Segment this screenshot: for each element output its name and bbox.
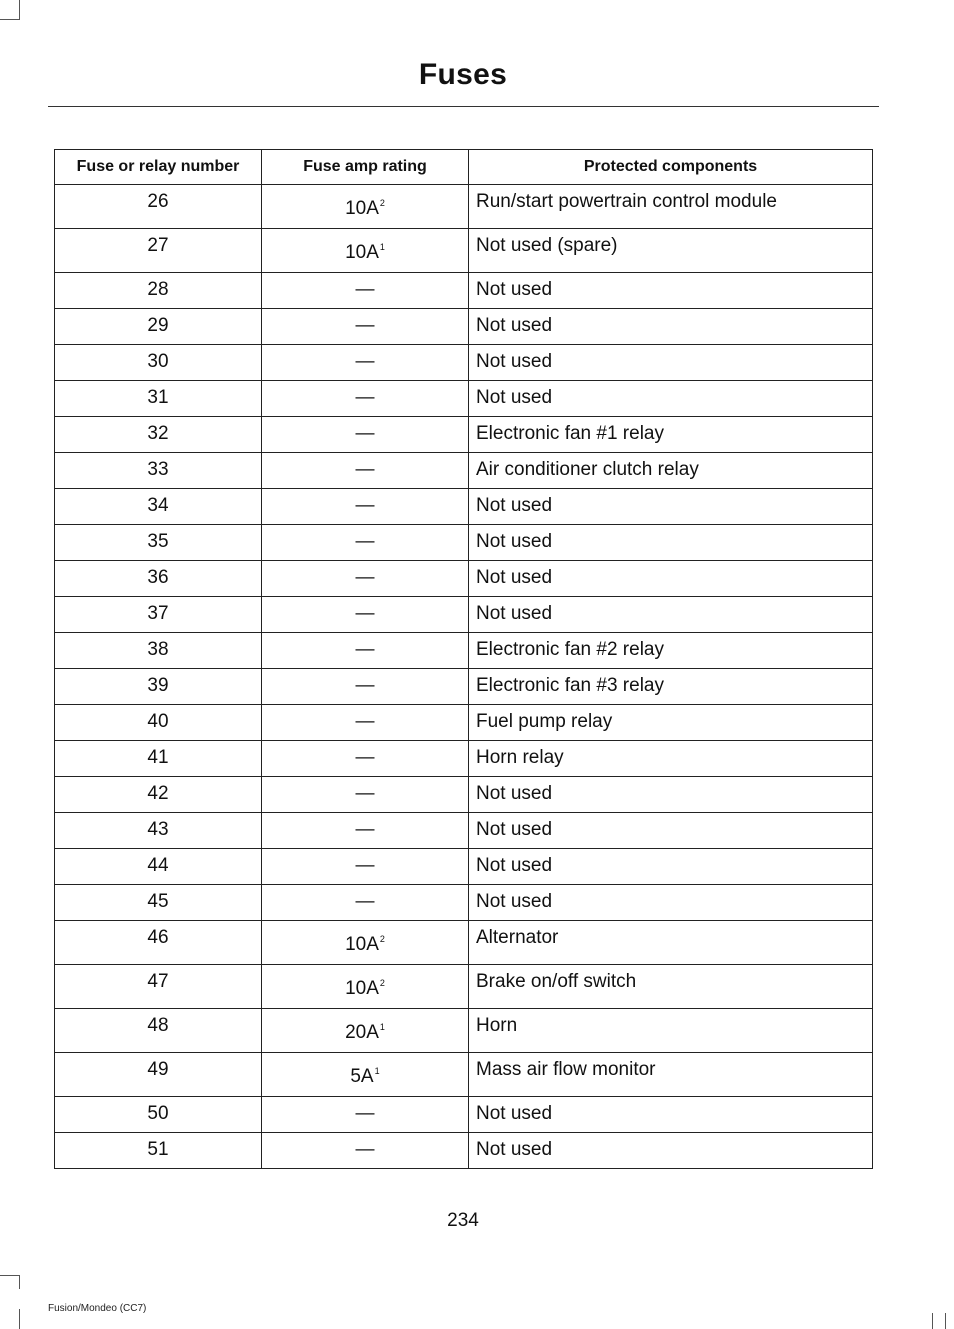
amp-rating-value: — (355, 1139, 375, 1160)
amp-rating-value: — (355, 459, 375, 480)
fuse-number-cell: 33 (55, 453, 262, 489)
fuse-number-cell: 27 (55, 229, 262, 273)
amp-rating-cell (262, 381, 469, 417)
protected-component-cell: Electronic fan #2 relay (469, 633, 873, 669)
amp-rating-cell (262, 345, 469, 381)
protected-component-cell: Not used (469, 345, 873, 381)
protected-component-cell: Not used (469, 597, 873, 633)
fuse-number-cell: 35 (55, 525, 262, 561)
fuse-number-cell: 46 (55, 921, 262, 965)
amp-rating-cell (262, 1009, 469, 1053)
amp-rating-cell (262, 741, 469, 777)
title-divider (48, 106, 879, 107)
protected-component-cell: Not used (469, 1097, 873, 1133)
fuse-number-cell: 42 (55, 777, 262, 813)
amp-rating-value: — (355, 495, 375, 516)
amp-rating-value: 10A (345, 978, 379, 999)
fuse-number-cell: 43 (55, 813, 262, 849)
table-row (55, 561, 873, 597)
fuse-number-cell: 28 (55, 273, 262, 309)
header-protected-components: Protected components (469, 150, 873, 185)
amp-rating-value: — (355, 531, 375, 552)
table-row (55, 813, 873, 849)
amp-rating-value: 20A (345, 1022, 379, 1043)
amp-rating-value: — (355, 675, 375, 696)
amp-rating-cell (262, 309, 469, 345)
amp-rating-value: — (355, 819, 375, 840)
protected-component-cell: Horn relay (469, 741, 873, 777)
protected-component-cell: Not used (469, 273, 873, 309)
amp-rating-value: — (355, 315, 375, 336)
table-row (55, 849, 873, 885)
fuse-number-cell: 49 (55, 1053, 262, 1097)
amp-rating-cell (262, 273, 469, 309)
fuse-number-cell: 32 (55, 417, 262, 453)
footnote-marker: 2 (379, 934, 385, 944)
footnote-marker: 1 (379, 242, 385, 252)
table-row (55, 381, 873, 417)
protected-component-cell: Not used (469, 849, 873, 885)
protected-component-cell: Brake on/off switch (469, 965, 873, 1009)
amp-rating-cell (262, 489, 469, 525)
table-row (55, 229, 873, 273)
amp-rating-cell (262, 705, 469, 741)
footnote-marker: 1 (379, 1022, 385, 1032)
protected-component-cell: Not used (spare) (469, 229, 873, 273)
protected-component-cell: Electronic fan #3 relay (469, 669, 873, 705)
crop-mark-bottom-left-h (0, 1275, 20, 1276)
table-row (55, 185, 873, 229)
footer-model: Fusion/Mondeo (CC7) (48, 1303, 147, 1314)
fuse-number-cell: 37 (55, 597, 262, 633)
amp-rating-cell (262, 813, 469, 849)
protected-component-cell: Not used (469, 885, 873, 921)
page-number: 234 (447, 1210, 479, 1231)
page-title: Fuses (418, 58, 508, 91)
crop-mark-bottom-left-v (19, 1309, 20, 1329)
footnote-marker: 1 (374, 1066, 380, 1076)
amp-rating-value: — (355, 639, 375, 660)
footnote-marker: 2 (379, 198, 385, 208)
amp-rating-value: — (355, 1103, 375, 1124)
amp-rating-value: — (355, 351, 375, 372)
crop-mark-bottom-left-v2 (19, 1275, 20, 1289)
table-row (55, 633, 873, 669)
header-amp-rating: Fuse amp rating (262, 150, 469, 185)
amp-rating-cell (262, 921, 469, 965)
fuse-number-cell: 34 (55, 489, 262, 525)
table-row (55, 669, 873, 705)
table-row (55, 453, 873, 489)
protected-component-cell: Run/start powertrain control module (469, 185, 873, 229)
table-row (55, 309, 873, 345)
amp-rating-cell (262, 849, 469, 885)
fuse-number-cell: 38 (55, 633, 262, 669)
fuse-number-cell: 44 (55, 849, 262, 885)
table-header-row (55, 150, 873, 185)
table-row (55, 417, 873, 453)
fuse-number-cell: 48 (55, 1009, 262, 1053)
amp-rating-value: — (355, 891, 375, 912)
amp-rating-value: 5A (350, 1066, 374, 1087)
table-row (55, 777, 873, 813)
amp-rating-cell (262, 1097, 469, 1133)
amp-rating-cell (262, 777, 469, 813)
table-row (55, 921, 873, 965)
fuse-number-cell: 26 (55, 185, 262, 229)
table-row (55, 1053, 873, 1097)
amp-rating-cell (262, 633, 469, 669)
amp-rating-cell (262, 453, 469, 489)
protected-component-cell: Not used (469, 777, 873, 813)
amp-rating-value: — (355, 783, 375, 804)
amp-rating-cell (262, 525, 469, 561)
table-row (55, 273, 873, 309)
table-row (55, 525, 873, 561)
table-row (55, 885, 873, 921)
protected-component-cell: Not used (469, 813, 873, 849)
protected-component-cell: Mass air flow monitor (469, 1053, 873, 1097)
amp-rating-value: 10A (345, 198, 379, 219)
fuse-number-cell: 31 (55, 381, 262, 417)
fuse-number-cell: 51 (55, 1133, 262, 1169)
amp-rating-cell (262, 1053, 469, 1097)
fuse-table-body (55, 185, 873, 1169)
protected-component-cell: Not used (469, 489, 873, 525)
table-row (55, 705, 873, 741)
fuse-number-cell: 30 (55, 345, 262, 381)
table-row (55, 489, 873, 525)
protected-component-cell: Not used (469, 309, 873, 345)
protected-component-cell: Not used (469, 561, 873, 597)
protected-component-cell: Not used (469, 381, 873, 417)
amp-rating-cell (262, 885, 469, 921)
protected-component-cell: Air conditioner clutch relay (469, 453, 873, 489)
amp-rating-value: — (355, 279, 375, 300)
amp-rating-cell (262, 965, 469, 1009)
fuse-number-cell: 45 (55, 885, 262, 921)
crop-mark-top-left-v (19, 0, 20, 20)
fuse-number-cell: 50 (55, 1097, 262, 1133)
footnote-marker: 2 (379, 978, 385, 988)
fuse-number-cell: 41 (55, 741, 262, 777)
amp-rating-value: — (355, 567, 375, 588)
amp-rating-cell (262, 229, 469, 273)
fuse-number-cell: 47 (55, 965, 262, 1009)
amp-rating-cell (262, 597, 469, 633)
protected-component-cell: Electronic fan #1 relay (469, 417, 873, 453)
header-fuse-number: Fuse or relay number (55, 150, 262, 185)
table-row (55, 597, 873, 633)
protected-component-cell: Alternator (469, 921, 873, 965)
amp-rating-cell (262, 185, 469, 229)
amp-rating-value: — (355, 855, 375, 876)
fuse-number-cell: 36 (55, 561, 262, 597)
fuse-number-cell: 29 (55, 309, 262, 345)
table-row (55, 965, 873, 1009)
amp-rating-value: — (355, 387, 375, 408)
amp-rating-cell (262, 417, 469, 453)
amp-rating-value: 10A (345, 934, 379, 955)
fuse-number-cell: 39 (55, 669, 262, 705)
protected-component-cell: Horn (469, 1009, 873, 1053)
table-row (55, 1097, 873, 1133)
amp-rating-value: — (355, 603, 375, 624)
protected-component-cell: Fuel pump relay (469, 705, 873, 741)
fuse-number-cell: 40 (55, 705, 262, 741)
table-row (55, 345, 873, 381)
crop-mark-top-left-h (0, 19, 20, 20)
fuse-table (54, 149, 873, 1169)
amp-rating-value: — (355, 423, 375, 444)
crop-mark-bottom-right-v2 (945, 1313, 946, 1329)
amp-rating-value: — (355, 711, 375, 732)
amp-rating-value: — (355, 747, 375, 768)
amp-rating-value: 10A (345, 242, 379, 263)
amp-rating-cell (262, 669, 469, 705)
protected-component-cell: Not used (469, 525, 873, 561)
crop-mark-bottom-right-v1 (932, 1313, 933, 1329)
amp-rating-cell (262, 1133, 469, 1169)
table-row (55, 1133, 873, 1169)
table-row (55, 1009, 873, 1053)
table-row (55, 741, 873, 777)
protected-component-cell: Not used (469, 1133, 873, 1169)
amp-rating-cell (262, 561, 469, 597)
